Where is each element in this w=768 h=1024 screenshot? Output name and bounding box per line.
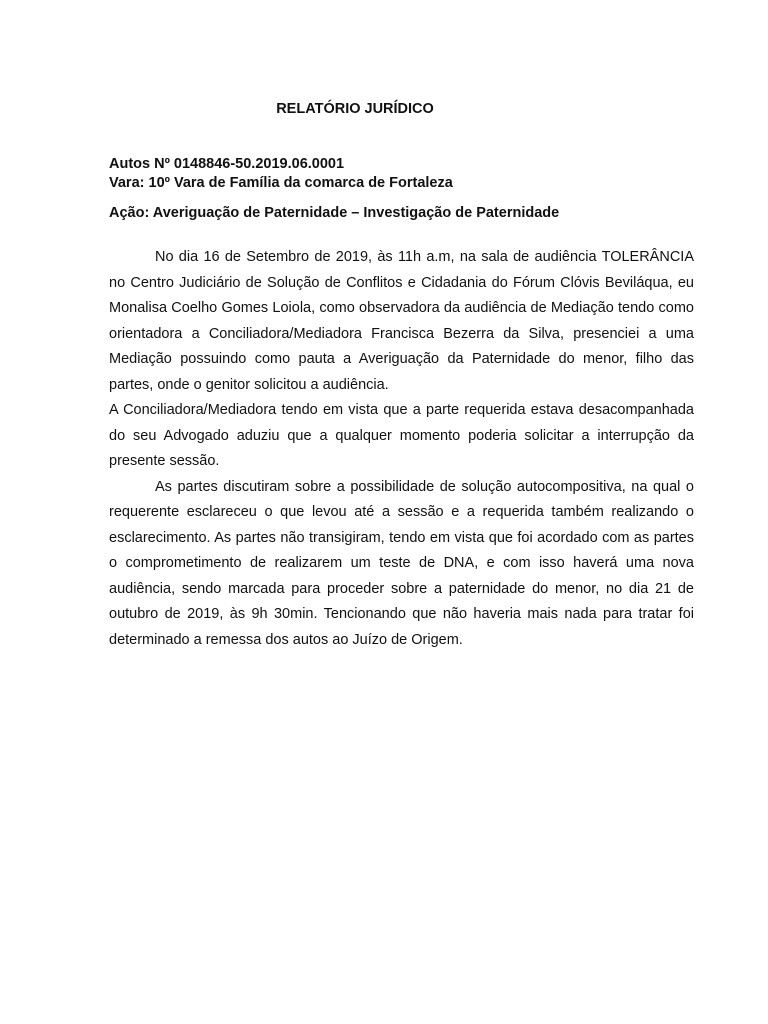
paragraph-1: No dia 16 de Setembro de 2019, às 11h a.m, na sala de audiência TOLERÂNCIA no Centro Judiciário de Solução de Conflitos e Cidadania do Fórum Clóvis Beviláqua, eu Monalisa Coelho Gomes Loiola, como observadora da audiência de Mediação tendo como orientadora a Conciliadora/Mediadora Francisca Bezerra da Silva, presenciei a uma Mediação possuindo como pauta a Averiguação da Paternidade do menor, filho das partes, onde o genitor solicitou a audiência. [109,249,694,393]
autos-number: Autos Nº 0148846-50.2019.06.0001 [109,156,345,172]
paragraph-2: A Conciliadora/Mediadora tendo em vista que a parte requerida estava desacompanhada do seu Advogado aduziu que a qualquer momento poderia solicitar a interrupção da presente sessão. [109,402,694,469]
paragraph-3: As partes discutiram sobre a possibilidade de solução autocompositiva, na qual o requerente esclareceu o que levou até a sessão e a requerida também realizando o esclarecimento. As partes não transigiram, tendo em vista que foi acordado com as partes o comprometimento de realizarem um teste de DNA, e com isso haverá uma nova audiência, sendo marcada para proceder sobre a paternidade do menor, no dia 21 de outubro de 2019, às 9h 30min. Tencionando que não haveria mais nada para tratar foi determinado a remessa dos autos ao Juízo de Origem. [109,478,694,648]
vara-line: Vara: 10º Vara de Família da comarca de Fortaleza [109,175,453,191]
report-body [109,245,694,653]
document-title: RELATÓRIO JURÍDICO [276,101,434,117]
acao-line: Ação: Averiguação de Paternidade – Investigação de Paternidade [109,205,560,221]
case-info [109,155,453,193]
